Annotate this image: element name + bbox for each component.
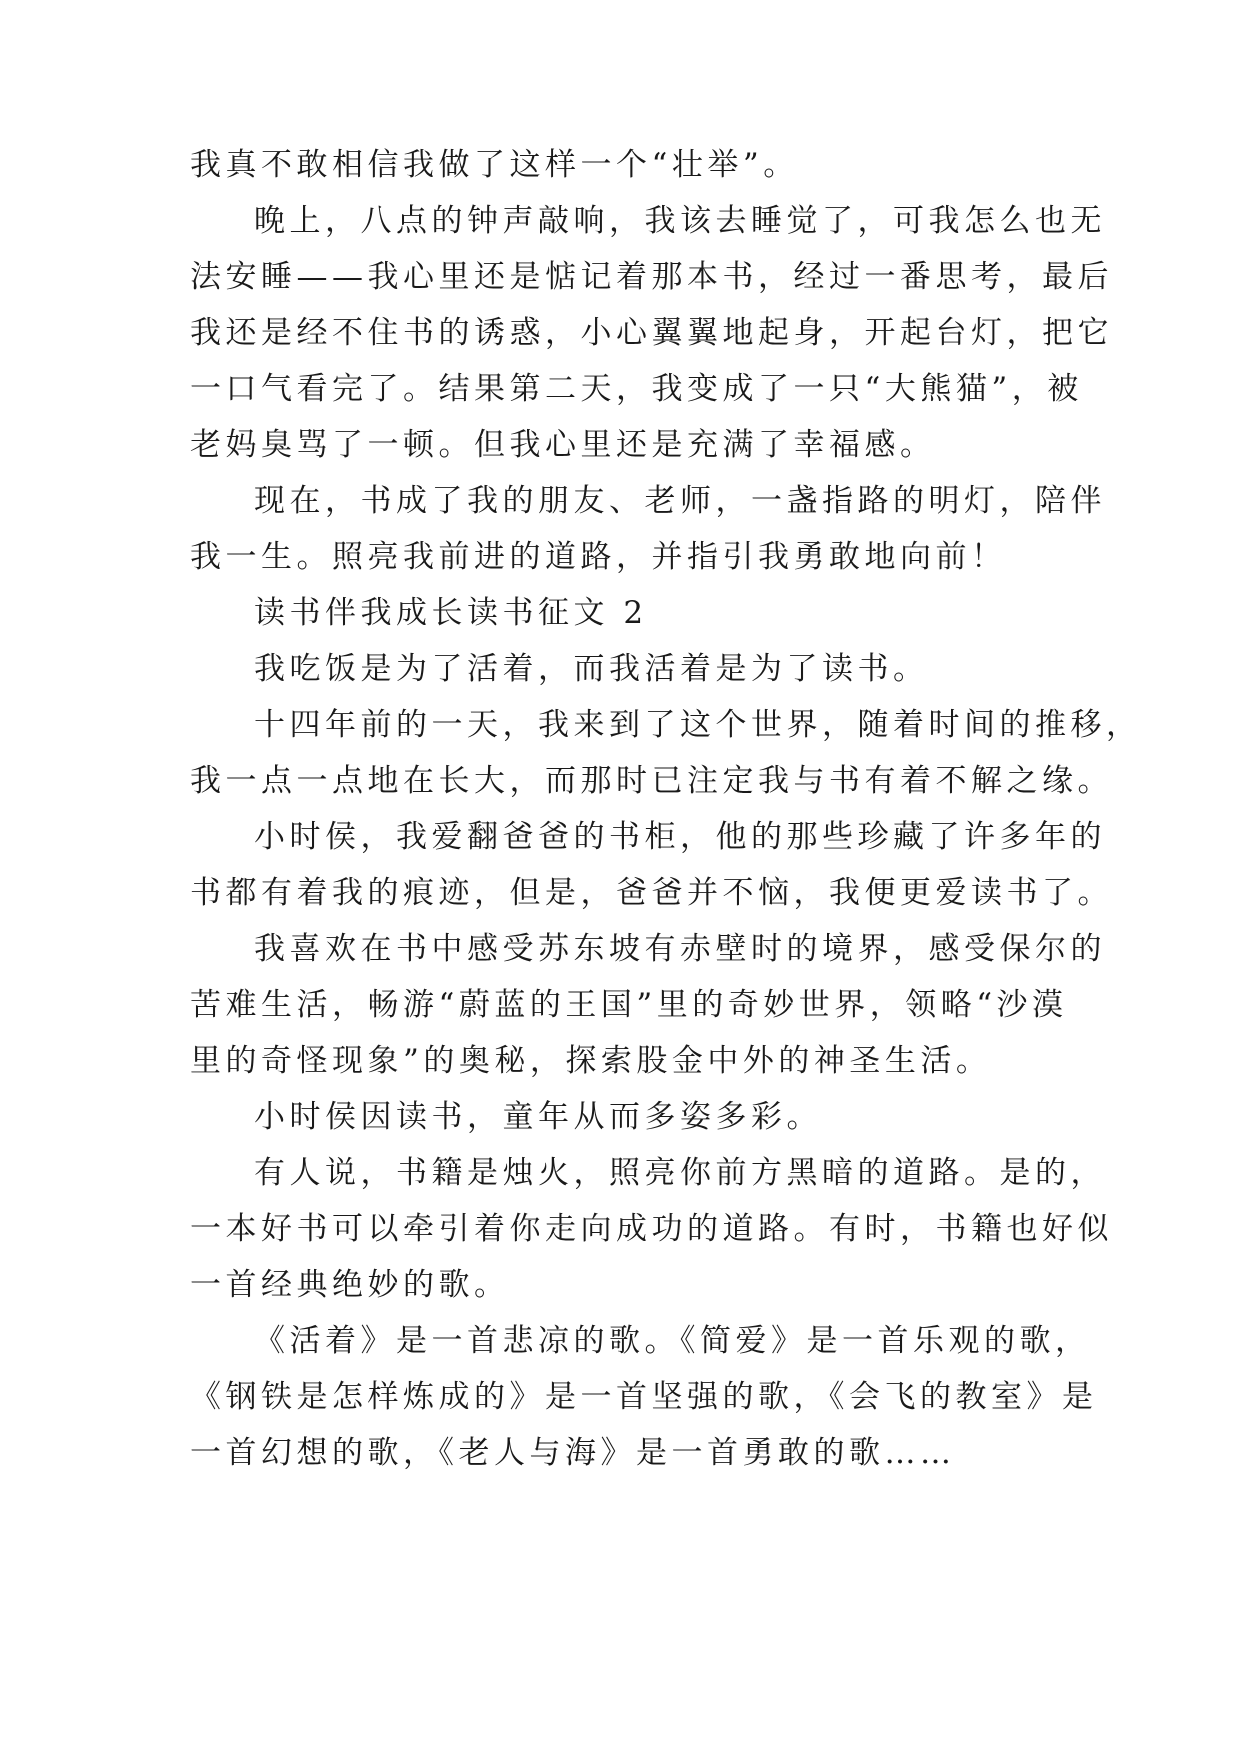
section-title: 读书伴我成长读书征文 2	[254, 595, 648, 631]
text-line: 《钢铁是怎样炼成的》是一首坚强的歌，《会飞的教室》是	[190, 1379, 1098, 1415]
text-line: 里的奇怪现象”的奥秘，探索股金中外的神圣生活。	[190, 1043, 992, 1079]
text-line: 苦难生活，畅游“蔚蓝的王国”里的奇妙世界，领略“沙漠	[190, 987, 1068, 1023]
text-line: 老妈臭骂了一顿。但我心里还是充满了幸福感。	[190, 427, 936, 463]
paragraph-start-line: 十四年前的一天，我来到了这个世界，随着时间的推移，	[254, 707, 1142, 743]
text-line: 书都有着我的痕迹，但是，爸爸并不恼，我便更爱读书了。	[190, 875, 1113, 911]
paragraph-start-line: 我喜欢在书中感受苏东坡有赤壁时的境界，感受保尔的	[254, 931, 1106, 967]
text-line: 我一点一点地在长大，而那时已注定我与书有着不解之缘。	[190, 763, 1113, 799]
paragraph-start-line: 小时侯，我爱翻爸爸的书柜，他的那些珍藏了许多年的	[254, 819, 1106, 855]
paragraph-start-line: 晚上，八点的钟声敲响，我该去睡觉了，可我怎么也无	[254, 203, 1106, 239]
paragraph-start-line: 有人说，书籍是烛火，照亮你前方黑暗的道路。是的，	[254, 1155, 1106, 1191]
text-line: 一本好书可以牵引着你走向成功的道路。有时，书籍也好似	[190, 1211, 1113, 1247]
paragraph-start-line: 小时侯因读书，童年从而多姿多彩。	[254, 1099, 822, 1135]
paragraph-start-line: 现在，书成了我的朋友、老师，一盏指路的明灯，陪伴	[254, 483, 1106, 519]
text-line: 我真不敢相信我做了这样一个“壮举”。	[190, 147, 799, 183]
text-line: 一口气看完了。结果第二天，我变成了一只“大熊猫”，被	[190, 371, 1083, 407]
text-line: 一首经典绝妙的歌。	[190, 1267, 510, 1303]
paragraph-start-line: 《活着》是一首悲凉的歌。《简爱》是一首乐观的歌，	[254, 1323, 1091, 1359]
text-line: 我还是经不住书的诱惑，小心翼翼地起身，开起台灯，把它	[190, 315, 1113, 351]
text-line: 一首幻想的歌，《老人与海》是一首勇敢的歌……	[190, 1435, 956, 1471]
text-line: 法安睡——我心里还是惦记着那本书，经过一番思考，最后	[190, 259, 1113, 295]
paragraph-start-line: 我吃饭是为了活着，而我活着是为了读书。	[254, 651, 929, 687]
text-line: 我一生。照亮我前进的道路，并指引我勇敢地向前！	[190, 539, 1007, 575]
